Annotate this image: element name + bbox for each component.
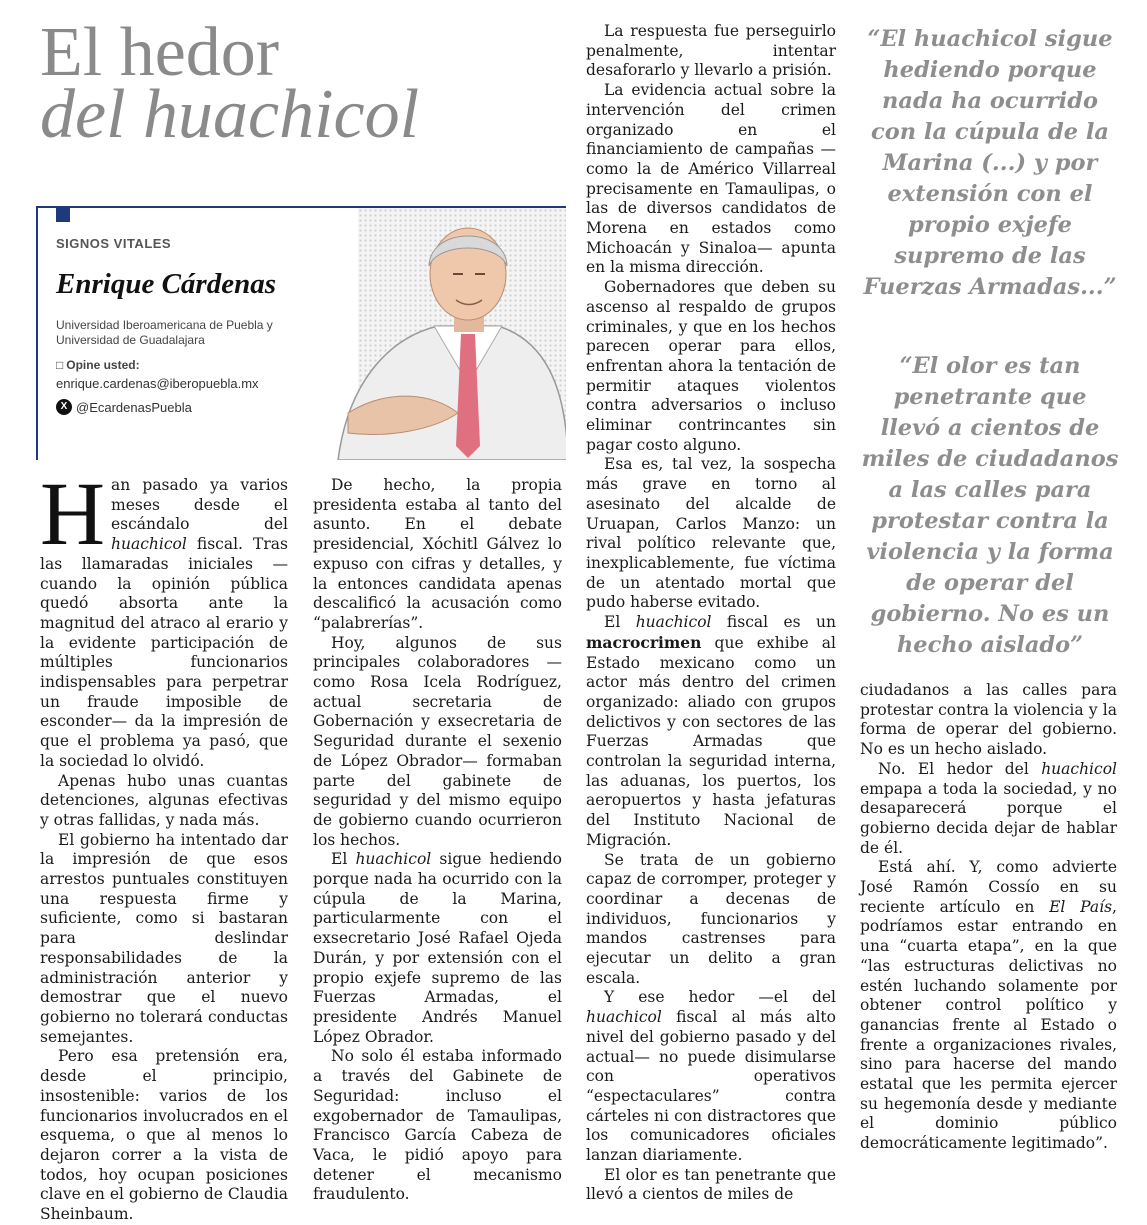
body-paragraph xyxy=(586,613,836,850)
author-social[interactable] xyxy=(56,399,192,415)
body-paragraph: Esa es, tal vez, la sospecha más grave en torno al asesinato del alcalde de Uruapan, Carlos Manzo: un rival político relevante que, inexplicablemente, fue víctima de un atentado mortal que pudo haberse evitado. xyxy=(586,455,836,612)
opine-label-text: Opine usted: xyxy=(66,358,140,372)
body-paragraph: La evidencia actual sobre la intervención del crimen organizado en el financiamiento de campañas —como la de Américo Villarreal precisamente en Tamaulipas, o las de diversos candidatos de Morena en estados como Michoacán y Sinaloa— apunta en la misma dirección. xyxy=(586,81,836,277)
body-paragraph: ciudadanos a las calles para protestar contra la violencia y la forma de operar del gobierno. No es un hecho aislado. xyxy=(860,681,1117,759)
body-paragraph: Pero esa pretensión era, desde el principio, insostenible: varios de los funcionarios involucrados en el esquema, o que al menos lo dejaron correr a la vista de todos, hoy ocupan posiciones clave en el gobierno de Claudia Sheinbaum. xyxy=(40,1047,289,1224)
body-paragraph: Apenas hubo unas cuantas detenciones, algunas efectivas y otras fallidas, y nada más. xyxy=(40,771,288,829)
text-run: fiscal. Tras las llamaradas iniciales —cuando la opinión pública quedó absorta ante la magnitud del atraco al erario y la evidente participación de múltiples funcionarios indispensables para perpetrar un fraude imposible de esconder— da la impresión de que el problema ya pasó, que la sociedad lo olvidó. xyxy=(40,535,288,770)
author-photo xyxy=(318,208,566,460)
body-paragraph: Se trata de un gobierno capaz de corromper, proteger y coordinar a decenas de individuos, funcionarios y mandos castrenses para ejecutar un delito a gran escala. xyxy=(586,850,836,987)
section-marker xyxy=(56,206,70,222)
article-column-1 xyxy=(40,465,289,1225)
author-name: Enrique Cárdenas xyxy=(56,268,276,300)
body-paragraph: Hoy, algunos de sus principales colaboradores —como Rosa Icela Rodríguez, actual secretaria de Gobernación y exsecretaria de Seguridad durante el sexenio de López Obrador— formaban parte del gabinete de seguridad y del mismo equipo de gobierno cuando ocurrieron los hechos. xyxy=(313,633,562,849)
text-run: El xyxy=(604,613,636,632)
article-column-2 xyxy=(313,476,562,1205)
text-run: sigue hediendo porque nada ha ocurrido con la cúpula de la Marina, particularmente con el exsecretario José Rafael Ojeda Durán, y por extensión con el propio exjefe supremo de las Fuerzas Armadas, el presidente Andrés Manuel López Obrador. xyxy=(313,850,562,1046)
text-run: Y ese hedor —el del xyxy=(604,988,836,1007)
body-paragraph: De hecho, la propia presidenta estaba al tanto del asunto. En el debate presidencial, Xóchitl Gálvez lo expuso con cifras y detalles, y la entonces candidata apenas descalificó la acusación como “palabrerías”. xyxy=(313,476,562,632)
author-box xyxy=(36,206,566,460)
text-run: No. El hedor del xyxy=(878,759,1042,778)
text-run: empapa a toda la sociedad, y no desaparecerá porque el gobierno decida dejar de hablar de él. xyxy=(860,779,1117,857)
text-run: fiscal es un xyxy=(711,613,836,632)
author-email[interactable]: enrique.cardenas@iberopuebla.mx xyxy=(56,376,259,391)
text-run: El xyxy=(331,850,356,869)
text-run-italic: huachicol xyxy=(355,850,432,869)
author-handle[interactable]: @EcardenasPuebla xyxy=(76,399,192,415)
text-run: Está ahí. Y, como advierte José Ramón Cossío en su reciente artículo en xyxy=(860,858,1117,916)
x-logo-icon: X xyxy=(56,399,72,415)
body-paragraph: Gobernadores que deben su ascenso al respaldo de grupos criminales, y que en los hechos parecen operar para ellos, enfrentan ahora la tentación de permitir ataques violentos contra adversarios o incluso eliminar contrincantes sin pagar costo alguno. xyxy=(586,278,836,454)
text-run-italic: huachicol xyxy=(635,613,712,632)
text-run: , podríamos estar entrando en una “cuarta etapa”, en la que “las estructuras delictivas no estén luchando solamente por obtener control político y ganancias frente al Estado o frente a organizaciones rivales, sino para hacerse del mando estatal que les permita ejercer su hegemonía desde y mediante el dominio público democráticamente legitimado”. xyxy=(860,897,1117,1153)
text-run-italic: huachicol xyxy=(586,1008,662,1027)
body-paragraph xyxy=(40,465,288,772)
body-paragraph xyxy=(860,760,1117,859)
pull-quote-1: “El huachicol sigue hediendo porque nada ha ocurrido con la cúpula de la Marina (...) y por extensión con el propio exjefe supremo de las Fuerzas Armadas...” xyxy=(863,26,1117,300)
headline-line-1: El hedor xyxy=(40,14,280,91)
comment-icon: □ xyxy=(56,358,64,372)
section-label: SIGNOS VITALES xyxy=(56,236,172,251)
opine-label xyxy=(56,358,140,372)
dropcap: H xyxy=(40,465,105,564)
body-paragraph: El olor es tan penetrante que llevó a cientos de miles de xyxy=(586,1165,836,1204)
text-run: an pasado ya varios meses desde el escándalo del xyxy=(111,476,288,534)
body-paragraph: No solo él estaba informado a través del Gabinete de Seguridad: incluso el exgobernador de Tamaulipas, Francisco García Cabeza de Vaca, le pidió apoyo para detener el mecanismo fraudulento. xyxy=(313,1047,562,1204)
body-paragraph: La respuesta fue perseguirlo penalmente, intentar desaforarlo y llevarlo a prisión. xyxy=(586,22,836,80)
article-column-4 xyxy=(860,681,1117,1154)
body-paragraph xyxy=(313,850,562,1047)
headline xyxy=(40,14,580,153)
text-run-italic: huachicol xyxy=(111,535,187,554)
pull-quote-2: “El olor es tan penetrante que llevó a cientos de miles de ciudadanos a las calles para protestar contra la violencia y la forma de operar del gobierno. No es un hecho aislado” xyxy=(861,353,1119,658)
article-column-3 xyxy=(586,22,836,1205)
author-affiliation: Universidad Iberoamericana de Puebla y Universidad de Guadalajara xyxy=(56,318,273,347)
text-run-bold: macrocrimen xyxy=(586,632,702,652)
body-paragraph xyxy=(860,858,1117,1154)
headline-line-2: del huachicol xyxy=(40,76,420,153)
body-paragraph: El gobierno ha intentado dar la impresión de que esos arrestos puntuales constituyen una respuesta firme y suficiente, como si bastaran para deslindar responsabilidades de la administración anterior y demostrar que el nuevo gobierno no tolerará conductas semejantes. xyxy=(40,830,288,1046)
body-paragraph xyxy=(586,988,836,1165)
text-run-italic: huachicol xyxy=(1041,759,1117,778)
text-run: que exhibe al Estado mexicano como un actor más dentro del crimen organizado: aliado con grupos delictivos y con sectores de las Fuerzas Armadas que controlan la seguridad interna, las aduanas, los puertos, los aeropuertos y hasta jefaturas del Instituto Nacional de Migración. xyxy=(586,633,836,849)
text-run: fiscal al más alto nivel del gobierno pasado y del actual— no puede disimularse con operativos “espectaculares” contra cárteles ni con distractores que los comunicadores oficiales lanzan diariamente. xyxy=(586,1008,836,1165)
text-run-italic: El País xyxy=(1049,897,1113,916)
